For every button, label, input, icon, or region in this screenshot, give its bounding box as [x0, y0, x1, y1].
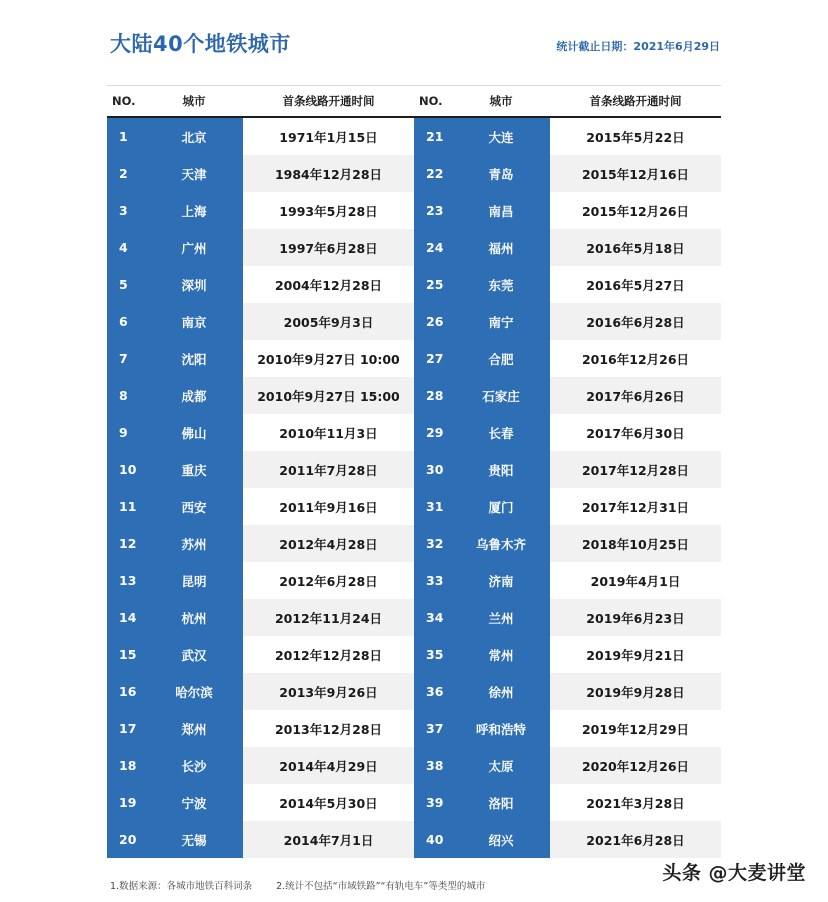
metro-cities-table — [107, 86, 721, 858]
row-no: 16 — [107, 673, 145, 710]
row-open-date: 2005年9月3日 — [243, 303, 414, 340]
row-city: 北京 — [145, 118, 243, 155]
row-city: 成都 — [145, 377, 243, 414]
row-city: 合肥 — [452, 340, 550, 377]
row-no: 33 — [414, 562, 452, 599]
row-open-date: 2015年5月22日 — [550, 118, 721, 155]
row-no: 40 — [414, 821, 452, 858]
row-city: 青岛 — [452, 155, 550, 192]
row-city: 无锡 — [145, 821, 243, 858]
row-city: 洛阳 — [452, 784, 550, 821]
table-left-half — [107, 86, 414, 858]
row-no: 24 — [414, 229, 452, 266]
row-open-date: 2017年12月28日 — [550, 451, 721, 488]
row-city: 西安 — [145, 488, 243, 525]
row-city: 常州 — [452, 636, 550, 673]
row-no: 13 — [107, 562, 145, 599]
row-no: 19 — [107, 784, 145, 821]
row-open-date: 2017年12月31日 — [550, 488, 721, 525]
row-city: 杭州 — [145, 599, 243, 636]
row-city: 福州 — [452, 229, 550, 266]
row-open-date: 1993年5月28日 — [243, 192, 414, 229]
row-city: 郑州 — [145, 710, 243, 747]
row-open-date: 2020年12月26日 — [550, 747, 721, 784]
table-row — [107, 488, 414, 525]
row-open-date: 2016年12月26日 — [550, 340, 721, 377]
row-no: 37 — [414, 710, 452, 747]
table-row — [414, 673, 721, 710]
row-city: 长春 — [452, 414, 550, 451]
row-no: 22 — [414, 155, 452, 192]
row-no: 20 — [107, 821, 145, 858]
row-city: 昆明 — [145, 562, 243, 599]
row-open-date: 2015年12月26日 — [550, 192, 721, 229]
row-open-date: 2013年9月26日 — [243, 673, 414, 710]
row-no: 31 — [414, 488, 452, 525]
page-title: 大陆40个地铁城市 — [110, 32, 291, 56]
footnote-exclusion: 2.统计不包括“市域铁路”“有轨电车”等类型的城市 — [276, 881, 486, 892]
row-no: 28 — [414, 377, 452, 414]
row-no: 14 — [107, 599, 145, 636]
row-city: 贵阳 — [452, 451, 550, 488]
row-city: 重庆 — [145, 451, 243, 488]
row-no: 38 — [414, 747, 452, 784]
row-city: 大连 — [452, 118, 550, 155]
table-row — [107, 562, 414, 599]
row-no: 27 — [414, 340, 452, 377]
header-no: NO. — [112, 94, 136, 108]
row-no: 12 — [107, 525, 145, 562]
header-no: NO. — [419, 94, 443, 108]
row-open-date: 2010年9月27日 10:00 — [243, 340, 414, 377]
row-open-date: 2012年4月28日 — [243, 525, 414, 562]
table-row — [414, 340, 721, 377]
row-no: 17 — [107, 710, 145, 747]
table-header-right — [414, 86, 721, 118]
row-open-date: 2014年7月1日 — [243, 821, 414, 858]
table-row — [107, 266, 414, 303]
row-city: 南昌 — [452, 192, 550, 229]
row-open-date: 2021年3月28日 — [550, 784, 721, 821]
row-city: 武汉 — [145, 636, 243, 673]
table-row — [107, 414, 414, 451]
table-row — [414, 451, 721, 488]
row-open-date: 1984年12月28日 — [243, 155, 414, 192]
row-city: 深圳 — [145, 266, 243, 303]
row-no: 7 — [107, 340, 145, 377]
table-row — [414, 562, 721, 599]
row-open-date: 2013年12月28日 — [243, 710, 414, 747]
row-city: 佛山 — [145, 414, 243, 451]
row-city: 兰州 — [452, 599, 550, 636]
table-row — [414, 303, 721, 340]
row-city: 苏州 — [145, 525, 243, 562]
row-city: 徐州 — [452, 673, 550, 710]
table-row — [107, 377, 414, 414]
row-no: 36 — [414, 673, 452, 710]
row-city: 南宁 — [452, 303, 550, 340]
row-no: 25 — [414, 266, 452, 303]
row-city: 上海 — [145, 192, 243, 229]
row-city: 沈阳 — [145, 340, 243, 377]
row-no: 11 — [107, 488, 145, 525]
row-city: 宁波 — [145, 784, 243, 821]
table-row — [107, 229, 414, 266]
row-no: 2 — [107, 155, 145, 192]
row-no: 3 — [107, 192, 145, 229]
table-row — [414, 525, 721, 562]
row-open-date: 2019年6月23日 — [550, 599, 721, 636]
row-city: 石家庄 — [452, 377, 550, 414]
table-row — [107, 525, 414, 562]
row-city: 呼和浩特 — [452, 710, 550, 747]
row-open-date: 2014年4月29日 — [243, 747, 414, 784]
table-row — [414, 192, 721, 229]
table-right-half — [414, 86, 721, 858]
table-row — [107, 118, 414, 155]
row-city: 济南 — [452, 562, 550, 599]
table-row — [414, 488, 721, 525]
header-city: 城市 — [182, 94, 206, 108]
table-row — [107, 451, 414, 488]
row-open-date: 2018年10月25日 — [550, 525, 721, 562]
table-row — [414, 784, 721, 821]
row-city: 哈尔滨 — [145, 673, 243, 710]
row-open-date: 2011年7月28日 — [243, 451, 414, 488]
footnote-source: 1.数据来源：各城市地铁百科词条 — [110, 881, 253, 892]
row-city: 广州 — [145, 229, 243, 266]
table-row — [107, 340, 414, 377]
table-row — [414, 821, 721, 858]
row-no: 21 — [414, 118, 452, 155]
row-city: 天津 — [145, 155, 243, 192]
row-no: 8 — [107, 377, 145, 414]
watermark: 头条 @大麦讲堂 — [662, 862, 806, 884]
row-no: 23 — [414, 192, 452, 229]
table-row — [107, 599, 414, 636]
table-row — [414, 710, 721, 747]
table-row — [414, 229, 721, 266]
row-open-date: 1997年6月28日 — [243, 229, 414, 266]
table-row — [107, 784, 414, 821]
row-open-date: 1971年1月15日 — [243, 118, 414, 155]
row-no: 1 — [107, 118, 145, 155]
row-city: 长沙 — [145, 747, 243, 784]
row-open-date: 2012年6月28日 — [243, 562, 414, 599]
row-no: 26 — [414, 303, 452, 340]
row-open-date: 2019年4月1日 — [550, 562, 721, 599]
table-row — [107, 821, 414, 858]
row-no: 15 — [107, 636, 145, 673]
table-row — [107, 636, 414, 673]
table-row — [414, 599, 721, 636]
table-body-left — [107, 118, 414, 858]
row-city: 厦门 — [452, 488, 550, 525]
row-open-date: 2016年5月27日 — [550, 266, 721, 303]
cutoff-date-note: 统计截止日期：2021年6月29日 — [556, 40, 720, 53]
row-open-date: 2019年9月21日 — [550, 636, 721, 673]
row-city: 乌鲁木齐 — [452, 525, 550, 562]
row-no: 35 — [414, 636, 452, 673]
header-open-date: 首条线路开通时间 — [589, 94, 682, 108]
row-no: 32 — [414, 525, 452, 562]
row-open-date: 2004年12月28日 — [243, 266, 414, 303]
table-row — [414, 155, 721, 192]
row-open-date: 2012年11月24日 — [243, 599, 414, 636]
row-no: 30 — [414, 451, 452, 488]
row-no: 10 — [107, 451, 145, 488]
row-no: 5 — [107, 266, 145, 303]
row-city: 绍兴 — [452, 821, 550, 858]
table-row — [107, 673, 414, 710]
table-row — [414, 377, 721, 414]
row-no: 29 — [414, 414, 452, 451]
table-row — [107, 747, 414, 784]
table-row — [107, 155, 414, 192]
row-open-date: 2019年12月29日 — [550, 710, 721, 747]
row-open-date: 2019年9月28日 — [550, 673, 721, 710]
table-row — [414, 636, 721, 673]
table-row — [414, 266, 721, 303]
header-open-date: 首条线路开通时间 — [282, 94, 375, 108]
row-no: 9 — [107, 414, 145, 451]
row-open-date: 2011年9月16日 — [243, 488, 414, 525]
table-row — [107, 303, 414, 340]
row-open-date: 2015年12月16日 — [550, 155, 721, 192]
row-city: 太原 — [452, 747, 550, 784]
row-open-date: 2014年5月30日 — [243, 784, 414, 821]
row-city: 南京 — [145, 303, 243, 340]
row-no: 4 — [107, 229, 145, 266]
row-no: 39 — [414, 784, 452, 821]
header-city: 城市 — [489, 94, 513, 108]
table-row — [107, 710, 414, 747]
table-header-left — [107, 86, 414, 118]
row-open-date: 2017年6月26日 — [550, 377, 721, 414]
footnotes — [110, 878, 485, 892]
table-row — [414, 118, 721, 155]
row-open-date: 2012年12月28日 — [243, 636, 414, 673]
row-open-date: 2010年9月27日 15:00 — [243, 377, 414, 414]
table-row — [107, 192, 414, 229]
row-city: 东莞 — [452, 266, 550, 303]
table-row — [414, 414, 721, 451]
row-no: 6 — [107, 303, 145, 340]
row-no: 34 — [414, 599, 452, 636]
row-open-date: 2021年6月28日 — [550, 821, 721, 858]
table-row — [414, 747, 721, 784]
row-open-date: 2010年11月3日 — [243, 414, 414, 451]
row-no: 18 — [107, 747, 145, 784]
row-open-date: 2016年6月28日 — [550, 303, 721, 340]
row-open-date: 2016年5月18日 — [550, 229, 721, 266]
table-body-right — [414, 118, 721, 858]
row-open-date: 2017年6月30日 — [550, 414, 721, 451]
